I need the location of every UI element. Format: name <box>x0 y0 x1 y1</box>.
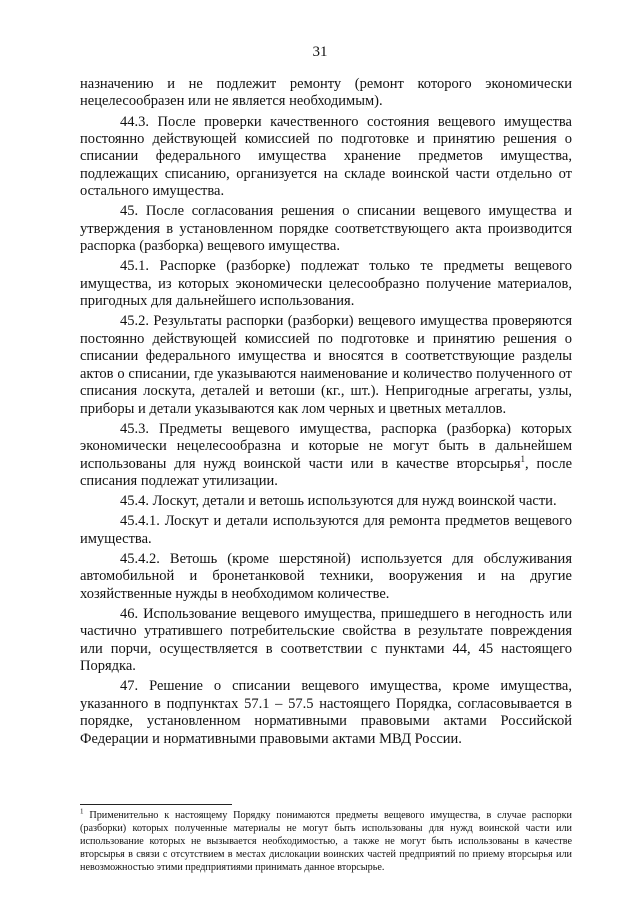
paragraph-45-4-1: 45.4.1. Лоскут и детали используются для ремонта предметов вещевого имущества. <box>80 513 572 547</box>
paragraph-45-3 <box>80 421 572 491</box>
paragraph-45-1: 45.1. Распорке (разборке) подлежат только те предметы вещевого имущества, из которых экономически целесообразно получение материалов, пригодных для дальнейшего использования. <box>80 258 572 310</box>
paragraph-45-4: 45.4. Лоскут, детали и ветошь используются для нужд воинской части. <box>120 493 557 510</box>
paragraph-46: 46. Использование вещевого имущества, пришедшего в негодность или частично утратившего потребительские свойства в результате повреждения или порчи, осуществляется в соответствии с пунктами 44, 45 настоящего Порядка. <box>80 605 572 675</box>
document-body <box>80 76 572 751</box>
page-number: 31 <box>312 44 328 60</box>
footnote-text: Применительно к настоящему Порядку понимаются предметы вещевого имущества, в случае распорки (разборки) которых полученные материалы не могут быть использованы для нужд воинской части или использование которых не вызывается необходимостью, а также не могут быть использованы в качестве вторсырья в связи с отсутствием в местах дислокации воинских частей предприятий по приему вторсырья или невозможностью этими предприятиями принимать данное вторсырье. <box>80 810 572 873</box>
paragraph-continuation: назначению и не подлежит ремонту (ремонт которого экономически нецелесообразен или не является необходимым). <box>80 76 572 110</box>
footnote <box>80 809 572 874</box>
paragraph-44-3: 44.3. После проверки качественного состояния вещевого имущества постоянно действующей комиссией по подготовке и принятию решения о списании федерального имущества хранение предметов имущества, подлежащих списанию, организуется на складе воинской части отдельно от остального имущества. <box>80 113 572 200</box>
paragraph-45-3-text-before: 45.3. Предметы вещевого имущества, распорка (разборка) которых экономически нецелесообразна и которые не могут быть в дальнейшем использованы для нужд воинской части или в качестве вторсырья <box>80 420 572 472</box>
paragraph-45: 45. После согласования решения о списании вещевого имущества и утверждения в установленном порядке соответствующего акта производится распорка (разборка) вещевого имущества. <box>80 203 572 255</box>
footnote-marker: 1 <box>80 807 84 816</box>
paragraph-45-2: 45.2. Результаты распорки (разборки) вещевого имущества проверяются постоянно действующей комиссией по подготовке и принятию решения о списании федерального имущества и вносятся в соответствующие разделы актов о списании, где указываются наименование и количество полученного от списания лоскута, деталей и ветоши (кг., шт.). Непригодные агрегаты, узлы, приборы и детали указываются как лом черных и цветных металлов. <box>80 313 572 417</box>
footnote-divider <box>80 804 232 805</box>
paragraph-45-4-2: 45.4.2. Ветошь (кроме шерстяной) используется для обслуживания автомобильной и бронетанковой техники, вооружения и на другие хозяйственные нужды в необходимом количестве. <box>80 550 572 602</box>
paragraph-47: 47. Решение о списании вещевого имущества, кроме имущества, указанного в подпунктах 57.1 – 57.5 настоящего Порядка, согласовывается в порядке, установленном нормативными правовыми актами Российской Федерации и нормативными правовыми актами МВД России. <box>80 678 572 747</box>
footnote-reference: 1 <box>520 453 526 464</box>
paragraph-45-3-text-after: , после списания подлежат утилизации. <box>80 455 573 489</box>
